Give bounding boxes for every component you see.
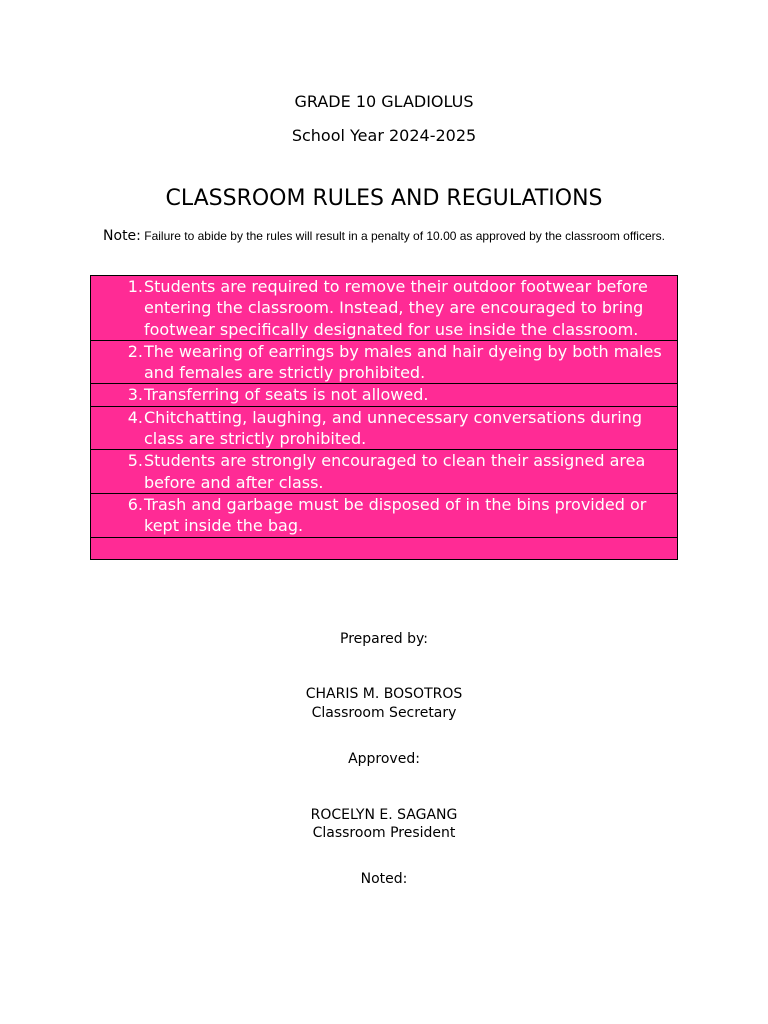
rules-table [90,275,678,560]
table-row [91,276,678,341]
rule-cell [91,340,678,384]
rule-number: 6. [127,494,143,514]
rule-number: 2. [127,341,143,361]
rule-text: Chitchatting, laughing, and unnecessary conversations during class are strictly prohibited. [144,407,642,449]
rule-cell [91,384,678,406]
secretary-name: CHARIS M. BOSOTROS [305,686,463,702]
rule-cell [91,276,678,341]
table-row [91,340,678,384]
rule-cell [91,450,678,494]
rule-text: Students are strongly encouraged to clean their assigned area before and after class. [144,451,646,492]
president-name: ROCELYN E. SAGANG [310,807,458,823]
rule-text: Trash and garbage must be disposed of in the bins provided or kept inside the bag. [144,494,647,536]
approved-label: Approved: [348,751,420,767]
table-row [91,406,678,450]
penalty-note [100,226,668,246]
note-text: Failure to abide by the rules will result in a penalty of 10.00 as approved by the classroom officers. [144,229,665,243]
rule-number: 5. [127,451,143,471]
rule-cell [91,406,678,450]
page-title: CLASSROOM RULES AND REGULATIONS [165,186,603,211]
rule-text: Transferring of seats is not allowed. [144,385,429,405]
grade-section-heading: GRADE 10 GLADIOLUS [294,92,474,111]
noted-label: Noted: [360,871,408,887]
empty-cell [91,537,678,559]
rule-text: The wearing of earrings by males and hair dyeing by both males and females are strictly prohibited. [144,341,662,383]
table-row [91,493,678,537]
president-role: Classroom President [312,825,456,841]
rule-number: 1. [127,277,143,296]
note-label: Note: [103,228,141,244]
rule-cell [91,493,678,537]
school-year-heading: School Year 2024-2025 [291,126,477,145]
prepared-by-label: Prepared by: [340,631,428,647]
rule-number: 3. [127,385,143,405]
secretary-role: Classroom Secretary [311,705,457,721]
table-row [91,450,678,494]
rule-text: Students are required to remove their outdoor footwear before entering the classroom. Instead, they are encouraged to bring footwear specifically designated for use inside the classroom. [144,277,648,339]
table-row [91,384,678,406]
empty-table-row [91,537,678,559]
rule-number: 4. [127,407,143,427]
